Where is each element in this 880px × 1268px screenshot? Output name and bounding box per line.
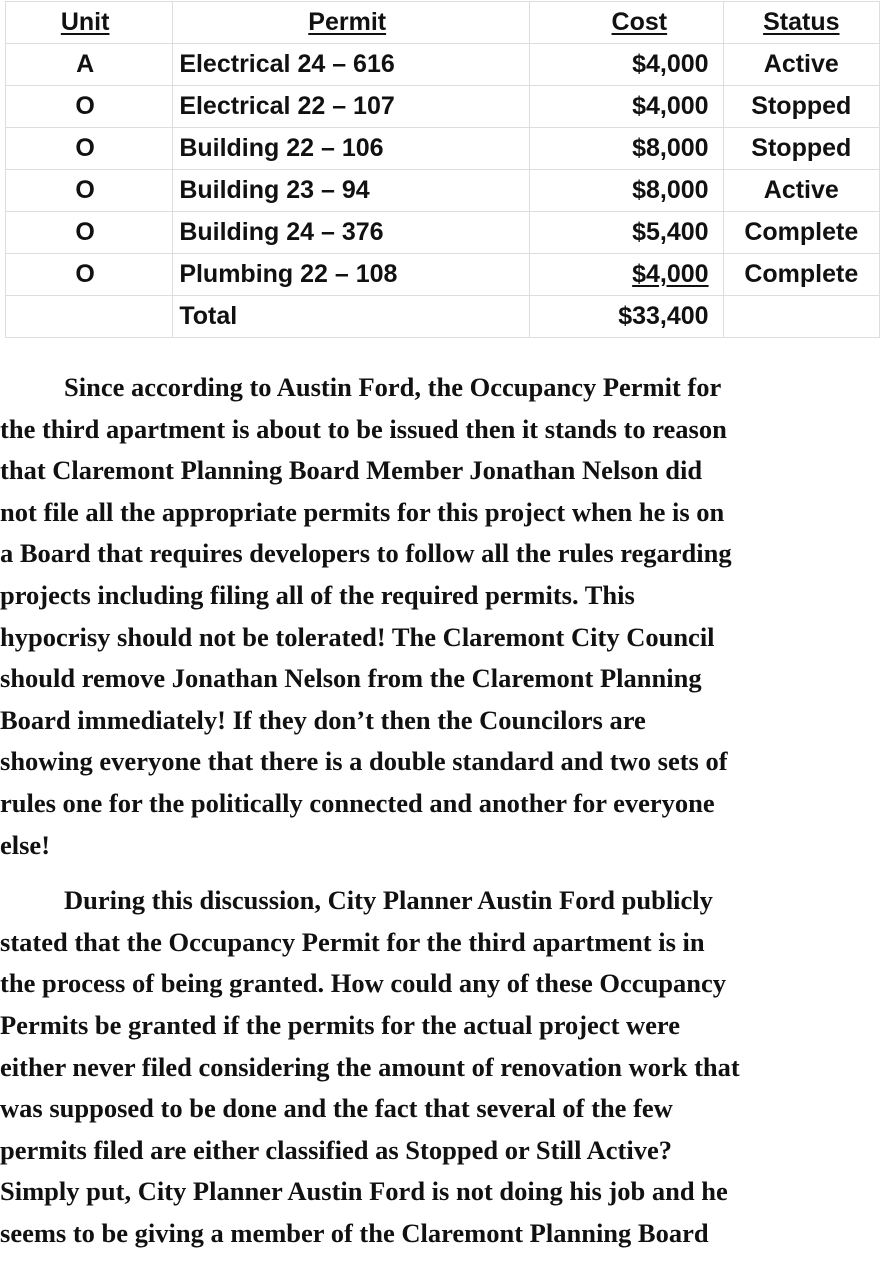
header-status: Status (723, 2, 879, 44)
text-line: the third apartment is about to be issued then it stands to reason (0, 413, 727, 444)
cell-status: Complete (723, 212, 879, 254)
cell-unit: A (6, 44, 173, 86)
text-line: During this discussion, City Planner Austin Ford publicly (64, 885, 713, 916)
header-cost: Cost (530, 2, 724, 44)
cell-cost: $5,400 (530, 212, 724, 254)
cell-permit: Electrical 24 – 616 (173, 44, 530, 86)
cell-unit: O (6, 86, 173, 128)
cell-status: Stopped (723, 86, 879, 128)
cell-status: Active (723, 44, 879, 86)
text-line: else! (0, 829, 51, 860)
document-body (0, 367, 880, 1268)
cell-cost: $4,000 (530, 44, 724, 86)
text-line: hypocrisy should not be tolerated! The Claremont City Council (0, 621, 715, 652)
text-line: stated that the Occupancy Permit for the third apartment is in (0, 926, 705, 957)
cell-permit: Building 24 – 376 (173, 212, 530, 254)
cost-value: $4,000 (632, 260, 709, 288)
text-line: rules one for the politically connected and another for everyone (0, 787, 715, 818)
cell-cost: $8,000 (530, 170, 724, 212)
table-row (6, 44, 880, 86)
total-cell-permit: Total (173, 296, 530, 338)
cell-unit: O (6, 128, 173, 170)
permits-table (5, 1, 880, 338)
text-line: that Claremont Planning Board Member Jonathan Nelson did (0, 455, 703, 486)
text-line: a Board that requires developers to follow all the rules regarding (0, 538, 732, 569)
cell-unit: O (6, 254, 173, 296)
cell-status: Stopped (723, 128, 879, 170)
cell-permit: Plumbing 22 – 108 (173, 254, 530, 296)
text-line: Simply put, City Planner Austin Ford is not doing his job and he (0, 1176, 728, 1207)
cell-status: Active (723, 170, 879, 212)
text-line: the process of being granted. How could any of these Occupancy (0, 968, 727, 999)
cell-cost: $4,000 (530, 86, 724, 128)
table-row (6, 128, 880, 170)
cell-status: Complete (723, 254, 879, 296)
cell-permit: Building 22 – 106 (173, 128, 530, 170)
total-cell-cost: $33,400 (530, 296, 724, 338)
text-line: permits filed are either classified as Stopped or Still Active? (0, 1134, 673, 1165)
text-line: Permits be granted if the permits for the actual project were (0, 1009, 680, 1040)
cell-permit: Electrical 22 – 107 (173, 86, 530, 128)
total-cell-status (723, 296, 879, 338)
text-line: Since according to Austin Ford, the Occupancy Permit for (64, 372, 722, 402)
text-line: should remove Jonathan Nelson from the Claremont Planning (0, 663, 702, 694)
text-line: Board immediately! If they don’t then the Councilors are (0, 704, 646, 735)
text-line: not file all the appropriate permits for this project when he is on (0, 496, 725, 527)
table-row (6, 212, 880, 254)
table-row (6, 86, 880, 128)
cell-cost: $8,000 (530, 128, 724, 170)
paragraph (0, 367, 880, 866)
table-row (6, 170, 880, 212)
header-permit: Permit (173, 2, 530, 44)
cell-permit: Building 23 – 94 (173, 170, 530, 212)
text-line: projects including filing all of the required permits. This (0, 579, 635, 610)
cell-cost (530, 254, 724, 296)
cell-unit: O (6, 170, 173, 212)
cell-unit: O (6, 212, 173, 254)
text-line: showing everyone that there is a double standard and two sets of (0, 746, 728, 777)
table-row (6, 254, 880, 296)
paragraph (0, 880, 880, 1254)
text-line: either never filed considering the amount of renovation work that (0, 1051, 740, 1082)
total-cell-unit (6, 296, 173, 338)
table-header-row (6, 2, 880, 44)
text-line: seems to be giving a member of the Claremont Planning Board (0, 1217, 709, 1248)
total-row (6, 296, 880, 338)
header-unit: Unit (6, 2, 173, 44)
text-line: was supposed to be done and the fact that several of the few (0, 1093, 673, 1124)
